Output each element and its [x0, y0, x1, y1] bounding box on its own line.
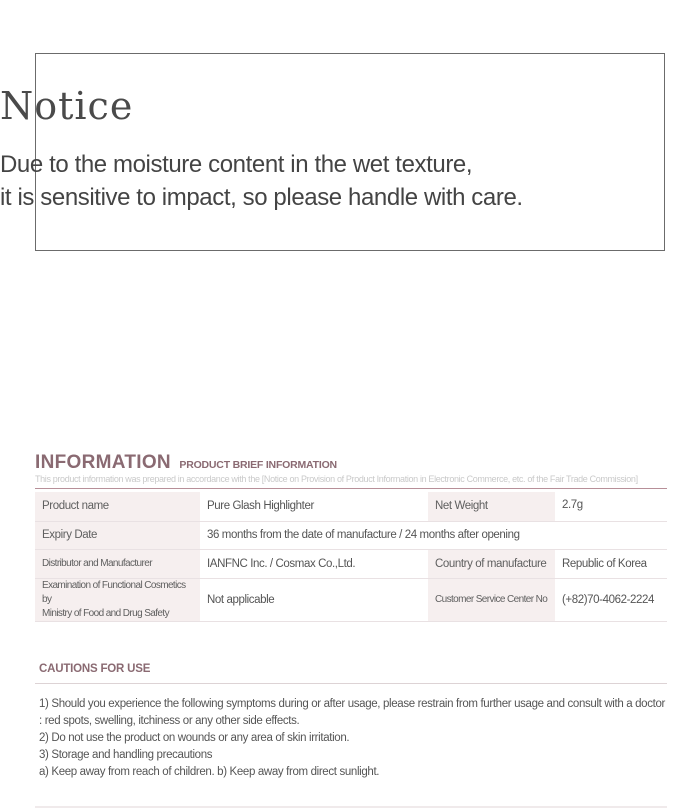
functional-exam-label	[35, 578, 200, 621]
distributor-label: Distributor and Manufacturer	[35, 549, 200, 578]
notice-line-2: it is sensitive to impact, so please handle with care.	[0, 184, 523, 211]
information-note: This product information was prepared in accordance with the [Notice on Provision of Product Information in Electronic Commerce, etc. of the Fair Trade Commission]	[35, 474, 638, 484]
cautions-divider	[35, 683, 667, 684]
table-row	[35, 521, 667, 549]
expiry-date-value: 36 months from the date of manufacture / 24 months after opening	[200, 521, 667, 549]
country-label: Country of manufacture	[428, 549, 555, 578]
caution-line: 1) Should you experience the following symptoms during or after usage, please restrain from further usage and consult with a doctor	[39, 698, 665, 710]
net-weight-value: 2.7g	[555, 492, 667, 521]
information-subtitle: PRODUCT BRIEF INFORMATION	[179, 459, 337, 471]
cautions-title: CAUTIONS FOR USE	[39, 663, 151, 675]
notice-message	[0, 148, 700, 214]
notice-title: Notice	[0, 84, 134, 128]
customer-service-label: Customer Service Center No	[428, 578, 555, 621]
caution-line: a) Keep away from reach of children. b) Keep away from direct sunlight.	[39, 766, 380, 778]
distributor-value: IANFNC Inc. / Cosmax Co.,Ltd.	[200, 549, 428, 578]
expiry-date-label: Expiry Date	[35, 521, 200, 549]
table-row	[35, 578, 667, 621]
caution-line: : red spots, swelling, itchiness or any other side effects.	[39, 715, 300, 727]
customer-service-value: (+82)70-4062-2224	[555, 578, 667, 621]
table-row	[35, 549, 667, 578]
net-weight-label: Net Weight	[428, 492, 555, 521]
table-row	[35, 492, 667, 521]
information-divider	[35, 488, 667, 489]
caution-line: 2) Do not use the product on wounds or any area of skin irritation.	[39, 732, 350, 744]
functional-exam-label-line-2: Ministry of Food and Drug Safety	[42, 607, 169, 619]
information-title: INFORMATION	[35, 452, 171, 473]
bottom-divider	[35, 806, 667, 808]
notice-line-1: Due to the moisture content in the wet texture,	[0, 151, 473, 178]
information-header	[35, 452, 667, 474]
functional-exam-value: Not applicable	[200, 578, 428, 621]
country-value: Republic of Korea	[555, 549, 667, 578]
product-name-value: Pure Glash Highlighter	[200, 492, 428, 521]
caution-line: 3) Storage and handling precautions	[39, 749, 213, 761]
product-info-table	[35, 492, 667, 622]
functional-exam-label-line-1: Examination of Functional Cosmetics by	[42, 579, 186, 605]
product-name-label: Product name	[35, 492, 200, 521]
cautions-list	[39, 696, 665, 781]
